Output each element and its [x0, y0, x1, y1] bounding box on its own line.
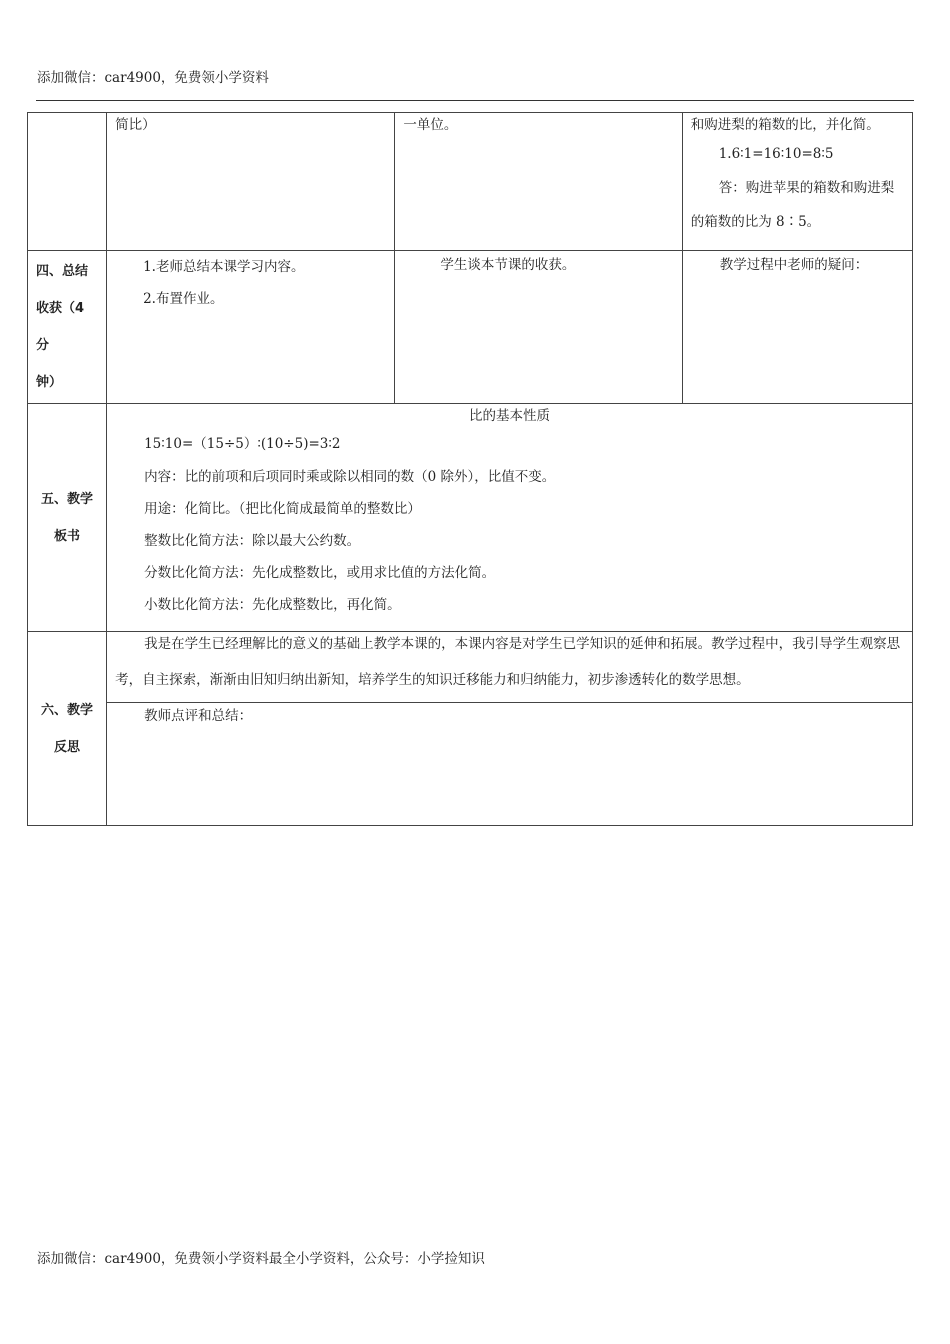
- student-activity-text: 学生谈本节课的收获。: [440, 257, 576, 273]
- section-title-cell: [28, 404, 107, 632]
- review-label: 教师点评和总结：: [144, 708, 253, 724]
- blackboard-line: 15∶10=（15÷5）∶(10÷5)=3∶2: [144, 436, 341, 452]
- teacher-activity-cell: [107, 113, 395, 251]
- header-text: 添加微信：car4900，免费领小学资料: [37, 70, 269, 86]
- section-title-line: 六、教学: [41, 702, 94, 718]
- blackboard-line: 小数比化简方法：先化成整数比，再化简。: [144, 597, 401, 613]
- blackboard-line: 用途：化简比。（把比化简成最简单的整数比）: [144, 501, 421, 517]
- table-row: [28, 113, 913, 251]
- design-intent-cell: [682, 251, 912, 404]
- section-title-cell: [28, 251, 107, 404]
- intent-line: 和购进梨的箱数的比，并化简。: [690, 117, 880, 133]
- teacher-activity-text: 简比）: [115, 117, 156, 133]
- blackboard-line: 整数比化简方法：除以最大公约数。: [144, 533, 361, 549]
- footer-text: 添加微信：car4900，免费领小学资料最全小学资料，公众号：小学捡知识: [37, 1251, 485, 1267]
- section-title-line: 钟）: [36, 375, 63, 390]
- reflection-cell: [107, 632, 913, 703]
- table-row: [28, 632, 913, 703]
- blackboard-title: 比的基本性质: [469, 408, 551, 424]
- section-title-line: 五、教学: [41, 491, 94, 507]
- section-title-line: 收获（4 分: [36, 301, 85, 353]
- header-divider: [36, 100, 914, 101]
- blackboard-line: 分数比化简方法：先化成整数比，或用求比值的方法化简。: [144, 565, 496, 581]
- design-intent-cell: [682, 113, 912, 251]
- table-row: [28, 703, 913, 826]
- student-activity-text: 一单位。: [403, 117, 458, 133]
- lesson-plan-table: [27, 112, 913, 826]
- teacher-activity-line: 1.老师总结本课学习内容。: [143, 259, 305, 275]
- blackboard-line: 内容：比的前项和后项同时乘或除以相同的数（0 除外），比值不变。: [144, 469, 556, 485]
- section-title-line: 反思: [54, 739, 81, 755]
- student-activity-cell: [395, 251, 682, 404]
- teacher-activity-line: 2.布置作业。: [143, 291, 224, 307]
- table-row: [28, 251, 913, 404]
- blackboard-cell: [107, 404, 913, 632]
- section-title-line: 板书: [54, 528, 81, 544]
- section-title-line: 四、总结: [36, 264, 89, 279]
- section-cell: [28, 113, 107, 251]
- intent-answer: 答：购进苹果的箱数和购进梨的箱数的比为 8∶5。: [690, 180, 895, 230]
- student-activity-cell: [395, 113, 682, 251]
- intent-equation: 1.6∶1=16∶10=8∶5: [718, 146, 834, 162]
- section-title-cell: [28, 632, 107, 826]
- teacher-activity-cell: [107, 251, 395, 404]
- table-row: [28, 404, 913, 632]
- reflection-text: 我是在学生已经理解比的意义的基础上教学本课的，本课内容是对学生已学知识的延伸和拓展。教学过程中，我引导学生观察思考，自主探索，渐渐由旧知归纳出新知，培养学生的知识迁移能力和归纳能力，初步渗透转化的数学思想。: [115, 636, 901, 688]
- review-cell: [107, 703, 913, 826]
- teacher-question-text: 教学过程中老师的疑问：: [719, 257, 869, 273]
